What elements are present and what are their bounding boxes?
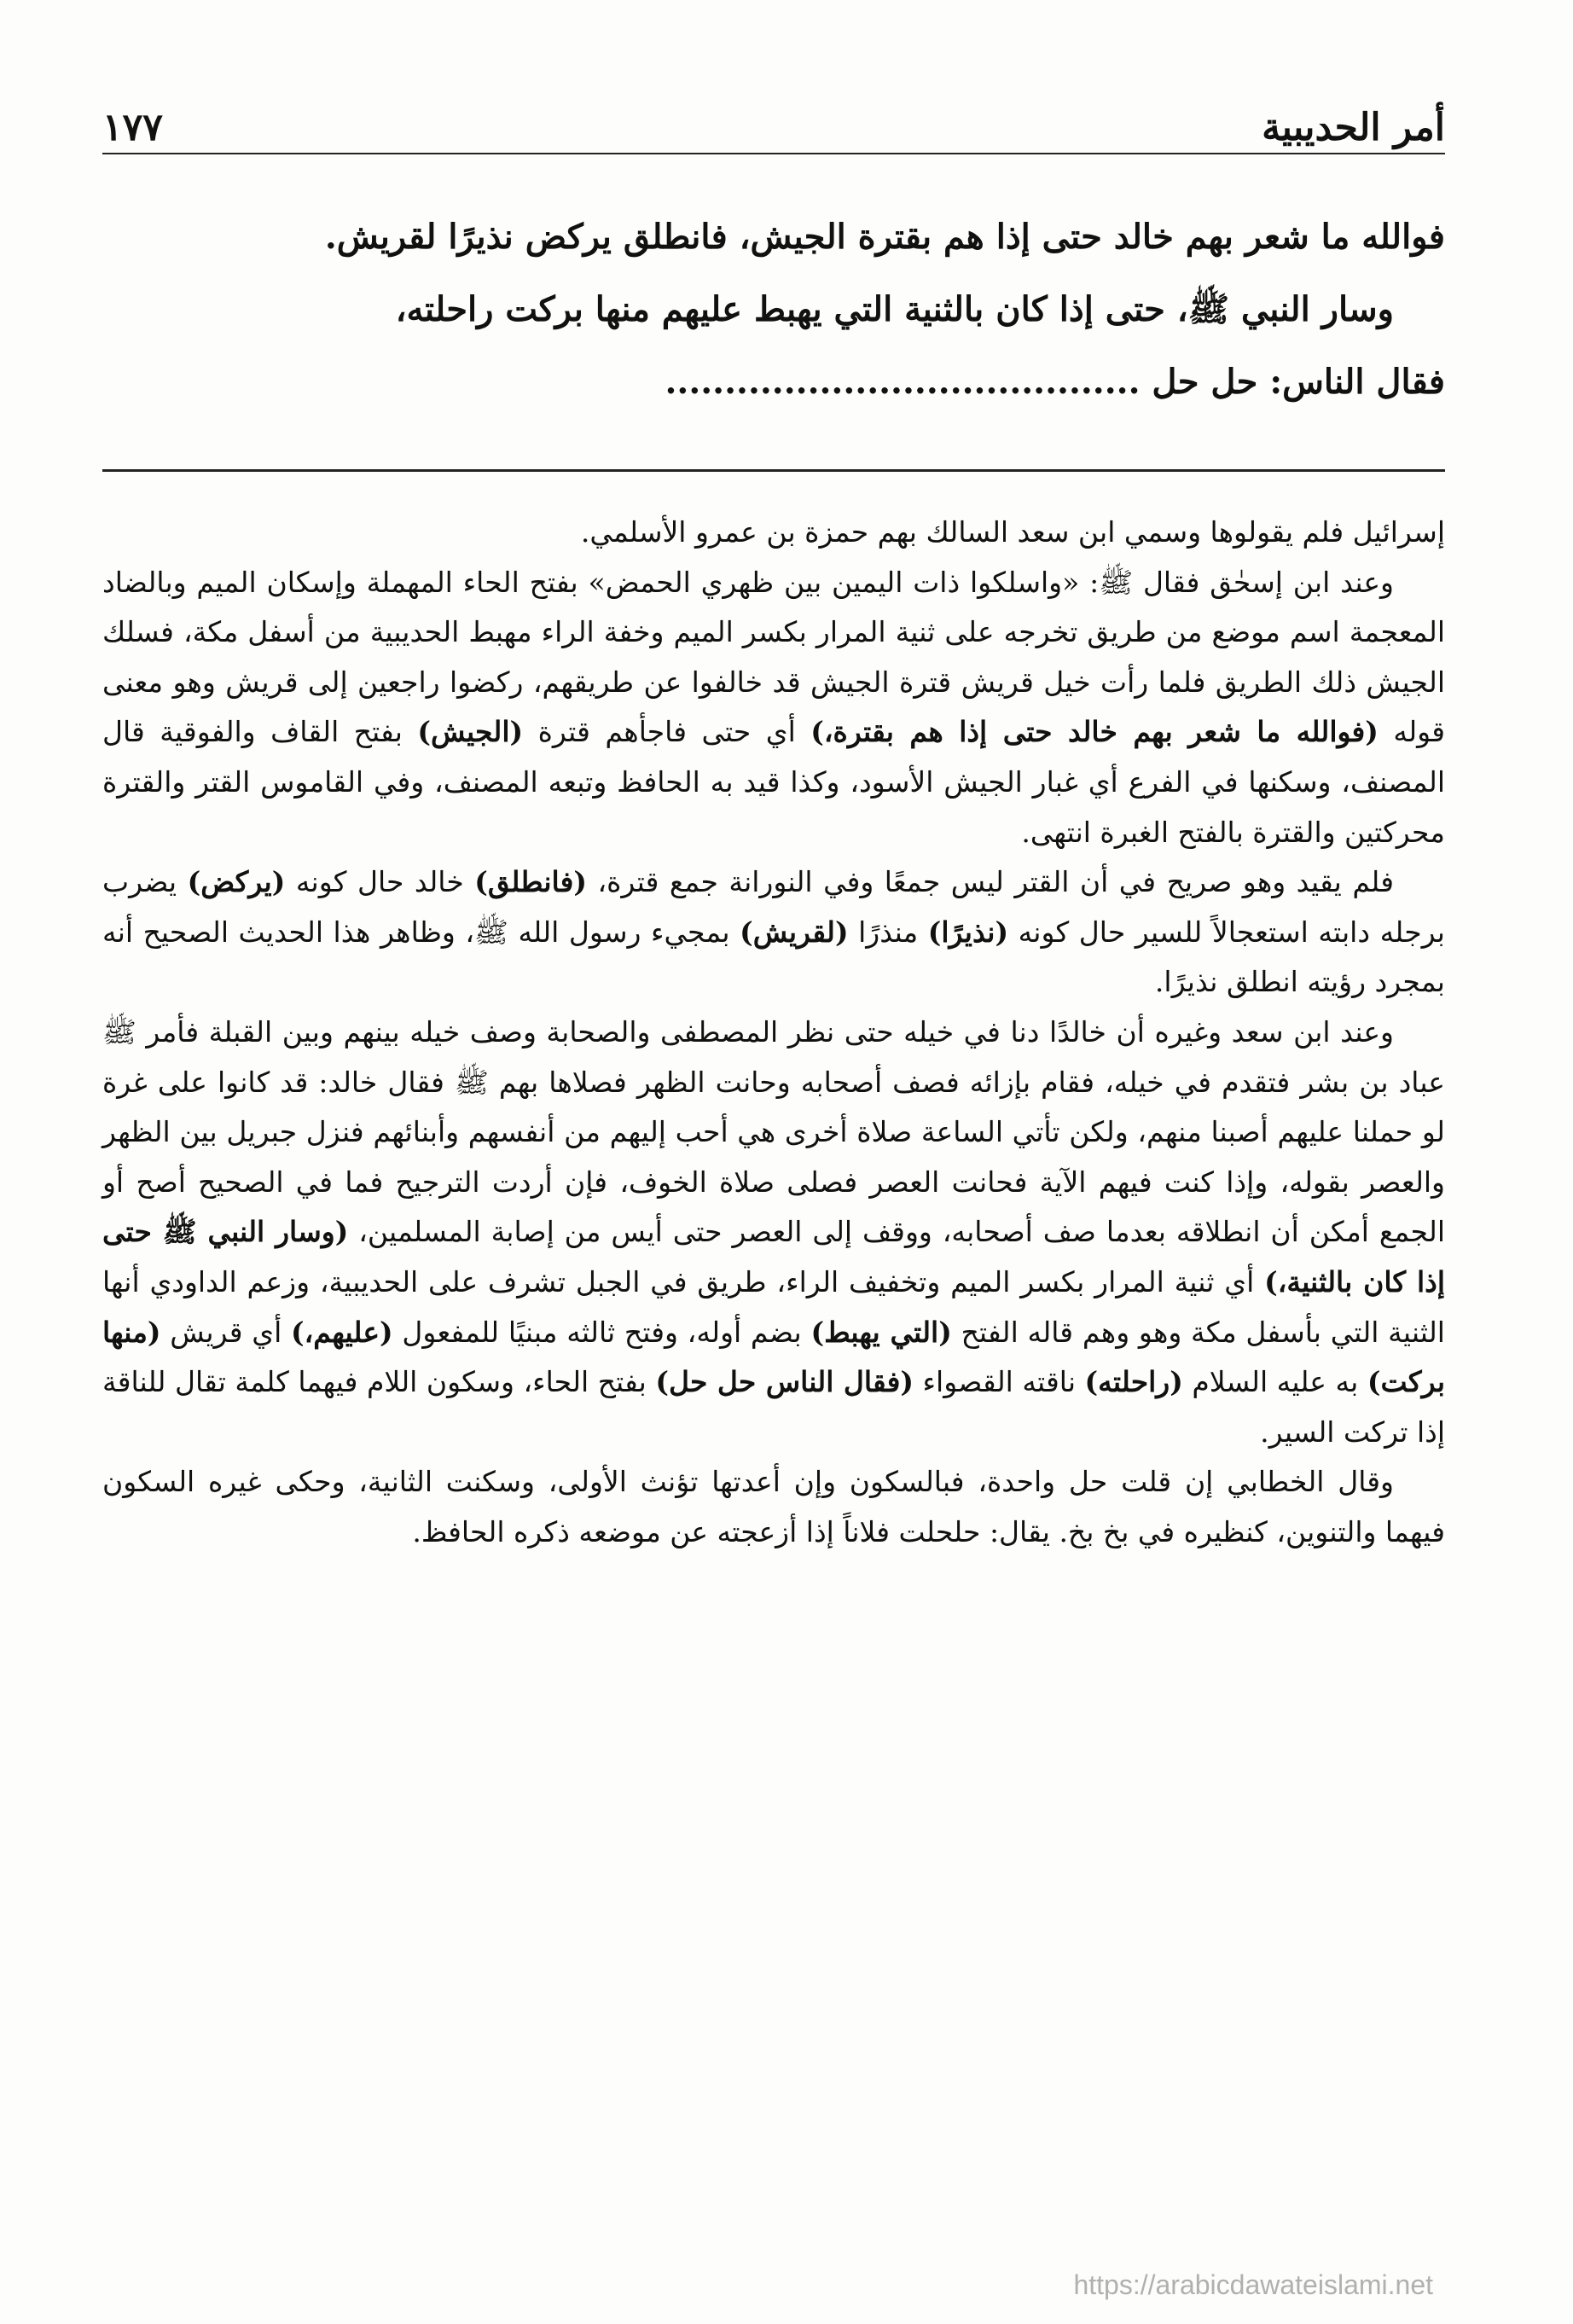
text-run: وعند ابن سعد وغيره أن خالدًا دنا في خيله حتى نظر المصطفى والصحابة وصف خيله بينهم وبين القبلة فأمر ﷺ عباد بن بشر فتقدم في خيله، فقام بإزائه فصف أصحابه وحانت الظهر فصلاها بهم ﷺ فقال خالد: قد كانوا على غرة لو حملنا عليهم أصبنا منهم، ولكن تأتي الساعة صلاة أخرى هي أحب إليهم من أنفسهم وأبنائهم فنزل جبريل بين الظهر والعصر بقوله، وإذا كنت فيهم الآية فحانت العصر فصلى صلاة الخوف، فإن أردت الترجيح فما في الصحيح أصح أو الجمع أمكن أن انطلاقه بعدما صف أصحابه، ووقف إلى العصر حتى أيس من إصابة المسلمين، [102,1014,1445,1249]
quoted-phrase: (فانطلق) [474,865,587,899]
hadith-text [102,200,1445,418]
chapter-title: أمر الحديبية [1262,106,1445,149]
quoted-phrase: (يركض) [187,865,286,899]
text-run: وعند ابن إسحٰق فقال ﷺ: «واسلكوا ذات اليمين بين ظهري الحمض» بفتح الحاء المهملة وإسكان الميم وبالضاد المعجمة اسم موضع من طريق تخرجه على ثنية المرار بكسر الميم وخفة الراء مهبط الحديبية من أسفل مكة، فسلك الجيش ذلك الطريق فلما رأت خيل قريش قترة الجيش قد خالفوا عن طريقهم، ركضوا راجعين إلى قريش وهو معنى قوله [102,565,1445,749]
text-run: بضم أوله، وفتح ثالثه مبنيًا للمفعول [392,1315,811,1349]
quoted-phrase: (عليهم،) [291,1315,393,1349]
text-run: يضرب برجله دابته استعجالاً للسير حال كونه [102,865,1445,949]
commentary-paragraph [102,857,1445,1008]
page-number: ١٧٧ [102,106,163,149]
running-header [102,90,1445,154]
commentary-paragraph: إسرائيل فلم يقولوها وسمي ابن سعد السالك بهم حمزة بن عمرو الأسلمي. [580,515,1445,549]
hadith-line: فوالله ما شعر بهم خالد حتى إذا هم بقترة الجيش، فانطلق يركض نذيرًا لقريش. [324,217,1445,257]
commentary-paragraph [102,1008,1445,1457]
separator-line [102,469,1445,472]
quoted-phrase: (نذيرًا) [927,915,1009,949]
hadith-line: فقال الناس: حل حل ........................................ [665,362,1445,402]
watermark-url: https://arabicdawateislami.net [1073,2269,1433,2300]
quoted-phrase: (وسار النبي ﷺ حتى إذا كان بالثنية،) [102,1215,1445,1299]
quoted-phrase: (منها بركت) [102,1315,1446,1399]
quoted-phrase: (راحلته) [1084,1365,1183,1399]
quoted-phrase: (الجيش) [417,715,524,749]
text-run: بفتح الحاء، وسكون اللام فيهما كلمة تقال للناقة إذا تركت السير. [102,1365,1445,1449]
text-run: به عليه السلام [1182,1365,1367,1399]
text-run: بمجيء رسول الله ﷺ، وظاهر هذا الحديث الصحيح أنه بمجرد رؤيته انطلق نذيرًا. [102,915,1445,999]
text-run: فلم يقيد وهو صريح في أن القتر ليس جمعًا وفي النورانة جمع قترة، [586,865,1394,899]
quoted-phrase: (لقريش) [740,915,849,949]
text-run: منذرًا [848,915,928,949]
text-run: أي حتى فاجأهم قترة [523,715,811,749]
text-run: خالد حال كونه [285,865,475,899]
text-run: أي ثنية المرار بكسر الميم وتخفيف الراء، طريق في الجبل تشرف على الحديبية، وزعم الداودي أنها الثنية التي بأسفل مكة وهو وهم قاله الفتح [102,1264,1445,1349]
commentary-paragraph [102,558,1445,858]
commentary-text [102,508,1445,1557]
text-run: بفتح القاف والفوقية قال المصنف، وسكنها في الفرع أي غبار الجيش الأسود، وكذا قيد به الحافظ وتبعه المصنف، وفي القاموس القتر والقترة محركتين والقترة بالفتح الغبرة انتهى. [102,715,1445,849]
text-run: ناقته القصواء [914,1365,1085,1399]
quoted-phrase: (فوالله ما شعر بهم خالد حتى إذا هم بقترة،) [810,715,1379,749]
quoted-phrase: (التي يهبط) [810,1315,952,1349]
quoted-phrase: (فقال الناس حل حل) [655,1365,914,1399]
text-run: أي قريش [160,1315,292,1349]
commentary-paragraph: وقال الخطابي إن قلت حل واحدة، فبالسكون وإن أعدتها تؤنث الأولى، وسكنت الثانية، وحكى غيره السكون فيهما والتنوين، كنظيره في بخ بخ. يقال: حلحلت فلاناً إذا أزعجته عن موضعه ذكره الحافظ. [102,1465,1445,1548]
hadith-line: وسار النبي ﷺ، حتى إذا كان بالثنية التي يهبط عليهم منها بركت راحلته، [395,289,1394,329]
